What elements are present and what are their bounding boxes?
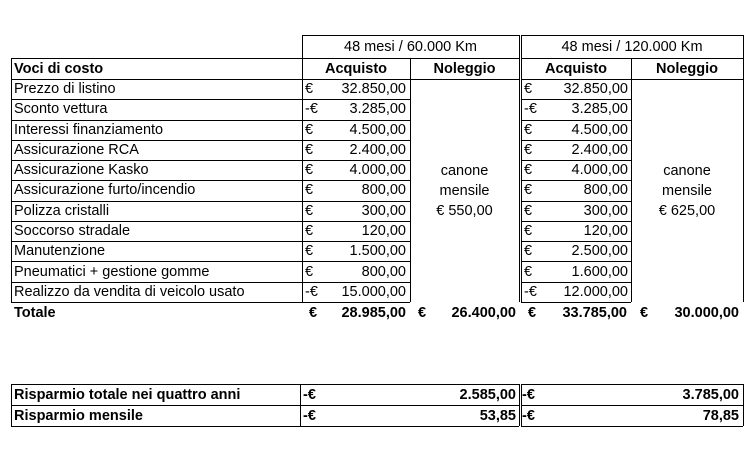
grid-line bbox=[743, 384, 744, 426]
total-lease-p2-value: 30.000,00 bbox=[674, 305, 739, 321]
total-purchase-p1-value: 28.985,00 bbox=[341, 305, 406, 321]
lease-fee-line2: mensile bbox=[439, 182, 490, 199]
grid-line bbox=[11, 241, 410, 242]
grid-line bbox=[521, 282, 631, 283]
lease-header-p1: Noleggio bbox=[433, 60, 496, 77]
purchase-p2-currency: € bbox=[524, 81, 533, 98]
purchase-p2-value: 300,00 bbox=[583, 202, 628, 219]
savings-total-p2-value: 3.785,00 bbox=[682, 386, 739, 403]
purchase-p2-value: 3.285,00 bbox=[571, 101, 628, 118]
grid-line bbox=[521, 241, 631, 242]
lease-fee-line2: mensile bbox=[662, 182, 712, 199]
purchase-p2-currency: € bbox=[524, 223, 533, 239]
cost-item-label: Soccorso stradale bbox=[14, 223, 131, 239]
grid-line bbox=[302, 58, 303, 302]
grid-line bbox=[11, 99, 410, 100]
purchase-p1-currency: € bbox=[305, 121, 314, 138]
savings-monthly-p2-value: 78,85 bbox=[702, 407, 739, 424]
purchase-p1-currency: € bbox=[305, 162, 314, 179]
period-header-120000: 48 mesi / 120.000 Km bbox=[561, 38, 703, 55]
savings-monthly-p1-currency: -€ bbox=[303, 407, 316, 424]
purchase-p1-currency: € bbox=[305, 81, 314, 98]
grid-line bbox=[11, 282, 410, 283]
purchase-header-p1: Acquisto bbox=[324, 60, 388, 77]
cost-item-label: Interessi finanziamento bbox=[14, 121, 164, 138]
purchase-p2-currency: € bbox=[524, 202, 533, 219]
purchase-p1-currency: -€ bbox=[305, 101, 318, 118]
grid-line bbox=[521, 58, 743, 59]
savings-total-label: Risparmio totale nei quattro anni bbox=[14, 386, 241, 403]
grid-line bbox=[743, 58, 744, 302]
purchase-p1-value: 3.285,00 bbox=[349, 101, 406, 118]
purchase-p2-value: 2.400,00 bbox=[571, 141, 628, 158]
grid-line bbox=[519, 35, 520, 58]
grid-line bbox=[11, 58, 12, 79]
cost-item-label: Pneumatici + gestione gomme bbox=[14, 263, 210, 280]
savings-total-p1-value: 2.585,00 bbox=[459, 386, 516, 403]
grid-line bbox=[521, 405, 743, 406]
grid-line bbox=[521, 261, 631, 262]
purchase-p1-value: 32.850,00 bbox=[341, 81, 406, 98]
grid-line bbox=[11, 302, 410, 303]
purchase-p1-value: 4.000,00 bbox=[349, 162, 406, 179]
grid-line bbox=[11, 426, 519, 427]
purchase-p2-currency: -€ bbox=[524, 101, 537, 118]
purchase-p2-value: 120,00 bbox=[583, 223, 628, 239]
lease-fee-line1: canone bbox=[440, 162, 489, 179]
lease-header-p2: Noleggio bbox=[655, 60, 719, 77]
purchase-p1-value: 120,00 bbox=[361, 223, 406, 239]
purchase-p2-value: 32.850,00 bbox=[563, 81, 628, 98]
grid-line bbox=[11, 160, 410, 161]
lease-fee-line1: canone bbox=[663, 162, 711, 179]
purchase-p2-value: 4.500,00 bbox=[571, 121, 628, 138]
grid-line bbox=[11, 384, 519, 385]
cost-item-label: Manutenzione bbox=[14, 243, 106, 260]
purchase-p2-value: 2.500,00 bbox=[571, 243, 628, 260]
purchase-p1-value: 300,00 bbox=[361, 202, 406, 219]
grid-line bbox=[11, 201, 410, 202]
grid-line bbox=[300, 384, 301, 426]
purchase-p1-currency: € bbox=[305, 243, 314, 260]
purchase-p1-currency: € bbox=[305, 182, 314, 199]
cost-item-label: Assicurazione RCA bbox=[14, 141, 139, 158]
grid-line bbox=[302, 35, 303, 58]
purchase-p1-currency: € bbox=[305, 223, 314, 239]
grid-line bbox=[521, 99, 631, 100]
grid-line bbox=[302, 35, 519, 36]
cost-item-label: Prezzo di listino bbox=[14, 81, 116, 98]
purchase-p2-currency: € bbox=[524, 263, 533, 280]
cost-items-header: Voci di costo bbox=[14, 60, 104, 77]
lease-fee-amount: € 625,00 bbox=[658, 202, 716, 219]
grid-line bbox=[11, 180, 410, 181]
grid-line bbox=[521, 180, 631, 181]
grid-line bbox=[11, 79, 519, 80]
grid-line bbox=[743, 35, 744, 58]
cost-item-label: Polizza cristalli bbox=[14, 202, 110, 219]
grid-line bbox=[11, 140, 410, 141]
grid-line bbox=[521, 384, 743, 385]
lease-fee-amount: € 550,00 bbox=[436, 202, 493, 219]
grid-line bbox=[521, 201, 631, 202]
total-lease-p2-currency: € bbox=[640, 305, 649, 321]
purchase-p1-value: 800,00 bbox=[361, 182, 406, 199]
lease-monthly-fee-p2 bbox=[631, 79, 743, 302]
grid-line bbox=[521, 160, 631, 161]
grid-line bbox=[521, 35, 522, 58]
purchase-p1-currency: € bbox=[305, 141, 314, 158]
grid-line bbox=[521, 120, 631, 121]
grid-line bbox=[410, 58, 411, 302]
grid-line bbox=[521, 79, 743, 80]
savings-monthly-label: Risparmio mensile bbox=[14, 407, 143, 424]
period-header-60000: 48 mesi / 60.000 Km bbox=[344, 38, 477, 55]
grid-line bbox=[521, 58, 522, 302]
grid-line bbox=[521, 221, 631, 222]
purchase-p1-value: 1.500,00 bbox=[349, 243, 406, 260]
cost-item-label: Realizzo da vendita di veicolo usato bbox=[14, 283, 245, 300]
total-purchase-p1-currency: € bbox=[309, 305, 318, 321]
savings-total-p2-currency: -€ bbox=[522, 386, 535, 403]
grid-line bbox=[11, 120, 410, 121]
purchase-p2-currency: € bbox=[524, 162, 533, 179]
grid-line bbox=[11, 384, 12, 426]
purchase-p2-value: 4.000,00 bbox=[571, 162, 628, 179]
grid-line bbox=[521, 35, 743, 36]
grid-line bbox=[11, 405, 519, 406]
purchase-p1-value: 15.000,00 bbox=[341, 283, 406, 300]
purchase-p1-currency: € bbox=[305, 202, 314, 219]
total-lease-p1-value: 26.400,00 bbox=[451, 305, 516, 321]
purchase-p1-value: 4.500,00 bbox=[349, 121, 406, 138]
savings-total-p1-currency: -€ bbox=[303, 386, 316, 403]
purchase-p2-value: 12.000,00 bbox=[563, 283, 628, 300]
savings-monthly-p2-currency: -€ bbox=[522, 407, 535, 424]
cost-item-label: Sconto vettura bbox=[14, 101, 108, 118]
purchase-p2-currency: € bbox=[524, 182, 533, 199]
purchase-p2-currency: € bbox=[524, 141, 533, 158]
grid-line bbox=[521, 384, 522, 426]
grid-line bbox=[521, 426, 743, 427]
grid-line bbox=[521, 140, 631, 141]
grid-line bbox=[521, 302, 631, 303]
savings-monthly-p1-value: 53,85 bbox=[479, 407, 516, 424]
purchase-p1-value: 800,00 bbox=[361, 263, 406, 280]
purchase-p1-currency: € bbox=[305, 263, 314, 280]
grid-line bbox=[11, 58, 519, 59]
cost-item-label: Assicurazione Kasko bbox=[14, 162, 149, 179]
lease-monthly-fee-p1 bbox=[410, 79, 519, 302]
purchase-p1-value: 2.400,00 bbox=[349, 141, 406, 158]
grid-line bbox=[631, 58, 632, 302]
total-purchase-p2-currency: € bbox=[528, 305, 537, 321]
grid-line bbox=[11, 79, 12, 302]
purchase-header-p2: Acquisto bbox=[544, 60, 608, 77]
grid-line bbox=[519, 58, 520, 302]
purchase-p2-value: 1.600,00 bbox=[571, 263, 628, 280]
purchase-p2-value: 800,00 bbox=[583, 182, 628, 199]
total-purchase-p2-value: 33.785,00 bbox=[562, 305, 627, 321]
purchase-p2-currency: € bbox=[524, 243, 533, 260]
grid-line bbox=[11, 221, 410, 222]
purchase-p2-currency: € bbox=[524, 121, 533, 138]
cost-item-label: Assicurazione furto/incendio bbox=[14, 182, 196, 199]
grid-line bbox=[11, 261, 410, 262]
purchase-p1-currency: -€ bbox=[305, 283, 318, 300]
total-label: Totale bbox=[14, 305, 56, 321]
total-lease-p1-currency: € bbox=[418, 305, 427, 321]
purchase-p2-currency: -€ bbox=[524, 283, 537, 300]
grid-line bbox=[519, 384, 520, 426]
